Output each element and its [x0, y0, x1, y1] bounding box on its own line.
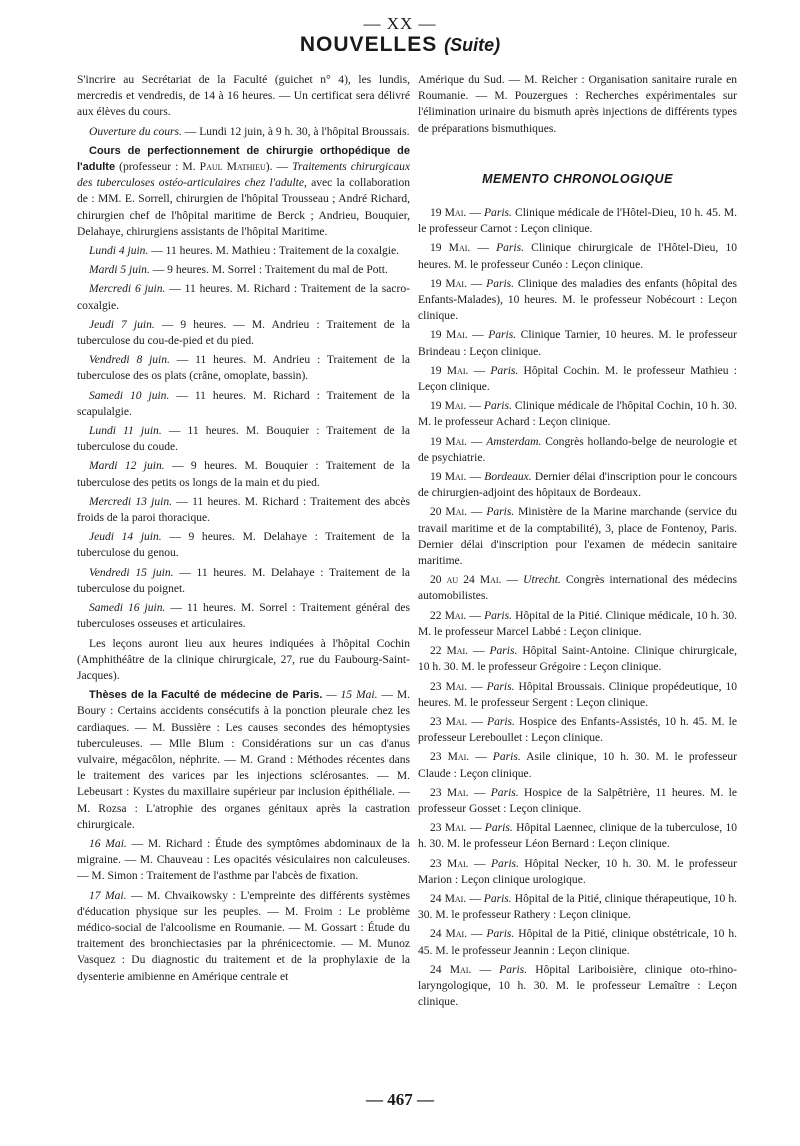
entry-city: Paris. — [489, 645, 518, 658]
theses-date: — 15 Mai. — [322, 689, 378, 702]
session-list — [77, 243, 410, 632]
roman-page-number: — XX — — [363, 14, 437, 33]
entry-city: Paris. — [486, 277, 515, 290]
theses-heading: Thèses de la Faculté de médecine de Paris. — [89, 689, 323, 702]
entry-city: Paris. — [484, 609, 512, 622]
memento-entry — [418, 714, 737, 746]
session-item — [77, 565, 410, 597]
memento-entry — [418, 240, 737, 272]
session-date: Mercredi 13 juin. — [89, 495, 173, 508]
theses-text: — M. Boury : Certains accidents consécutifs à la ponction pleurale chez les cardiaques. — M. Bussière : Les causes secondes des hémoptysies tuberculeuses. — Mlle Blum : Considérations sur un cas d'anus vulvaire, mégacôlon, néphrite. — M. Grand : Méthodes récentes dans le traitement des varices par les injections sclérosantes. — M. Lebeusart : Kystes du maxillaire supérieur par inclusion épithéliale. — M. Rozsa : L'atrophie des organes génitaux après la castration chirurgicale. — [77, 689, 410, 831]
theses-16-text: — M. Richard : Étude des symptômes abdominaux de la migraine. — M. Chauveau : Les opacités vésiculaires non calculeuses. — M. Simon : Traitement de l'asthme par l'abcès de fixation. — [77, 837, 411, 883]
memento-entry — [418, 608, 737, 640]
session-text: — 11 heures. M. Delahaye : Traitement de la tuberculose du poignet. — [77, 566, 410, 595]
professor-name: Paul Mathieu — [199, 161, 266, 174]
entry-text: Ministère de la Marine marchande (service du travail maritime et de la comptabilité), 3, place de Fontenoy, Paris. Dernier délai d'inscription pour l'examen de médecin sanitaire maritime. — [418, 506, 737, 568]
session-text: — 11 heures. M. Richard : Traitement de la sacro-coxalgie. — [77, 283, 410, 312]
entry-text: Asile clinique, 10 h. 30. M. le professeur Claude : Leçon clinique. — [418, 751, 737, 780]
session-text: — 11 heures. M. Richard : Traitement de la scapulalgie. — [77, 389, 410, 418]
memento-entry — [418, 785, 737, 817]
ouverture-text: — Lundi 12 juin, à 9 h. 30, à l'hôpital Broussais. — [181, 125, 410, 138]
entry-date: 19 Mai. — [430, 471, 467, 484]
memento-entry — [418, 469, 737, 501]
entry-date: 19 Mai. — [430, 435, 468, 448]
entry-date: 22 Mai. — [430, 609, 467, 622]
session-item — [77, 458, 410, 490]
cours-heading: Cours de perfectionnement de chirurgie orthopédique de l'adulte — [77, 144, 410, 174]
entry-date: 19 Mai. — [430, 400, 467, 413]
session-date: Vendredi 15 juin. — [89, 566, 174, 579]
entry-city: Paris. — [496, 242, 525, 255]
session-date: Samedi 16 juin. — [89, 602, 166, 615]
session-item — [77, 352, 410, 384]
session-date: Jeudi 7 juin. — [89, 318, 155, 331]
session-date: Mardi 5 juin. — [89, 264, 150, 277]
memento-entry — [418, 820, 737, 852]
entry-text: Hôpital de la Pitié, clinique obstétricale, 10 h. 45. M. le professeur Jeannin : Leçon clinique. — [418, 928, 737, 957]
theses-paragraph — [77, 687, 410, 833]
title-main: NOUVELLES — [299, 33, 438, 56]
session-text: — 11 heures. M. Bouquier : Traitement de la tuberculose du coude. — [77, 425, 410, 454]
session-date: Jeudi 14 juin. — [89, 531, 162, 544]
memento-heading: MEMENTO CHRONOLOGIQUE — [482, 171, 673, 186]
title-suffix: (Suite) — [444, 35, 501, 55]
page-header — [0, 14, 800, 57]
entry-date: 23 Mai. — [430, 822, 467, 835]
entry-city: Utrecht. — [523, 574, 561, 587]
session-item — [77, 423, 410, 455]
entry-date: 19 Mai. — [430, 329, 468, 342]
entry-text: Hôpital de la Pitié. Clinique médicale, 10 h. 30. M. le professeur Marcel Labbé : Leçon clinique. — [418, 609, 737, 638]
ouverture-label: Ouverture du cours. — [89, 125, 182, 138]
session-item — [77, 494, 410, 526]
session-date: Lundi 4 juin. — [89, 245, 149, 258]
memento-entry — [418, 276, 737, 325]
entry-city: Paris. — [490, 786, 519, 799]
session-item — [77, 600, 410, 632]
memento-entry — [418, 434, 737, 466]
entry-city: Amsterdam. — [486, 435, 542, 448]
entry-separator: — — [466, 822, 485, 835]
entry-separator: — — [468, 857, 491, 870]
entry-text: Hôpital Cochin. M. le professeur Mathieu : Leçon clinique. — [418, 364, 738, 394]
entry-separator: — — [467, 506, 487, 519]
session-date: Lundi 11 juin. — [89, 425, 162, 438]
entry-separator: — — [466, 277, 487, 290]
entry-city: Paris. — [486, 680, 515, 693]
entry-separator: — — [466, 207, 484, 220]
entry-city: Paris. — [487, 715, 515, 728]
entry-text: Clinique des maladies des enfants (hôpital des Enfants-Malades), 10 heures. M. le professeur Nobécourt : Leçon clinique. — [418, 277, 737, 323]
cours-subject: Traitements chirurgicaux des tuberculoses ostéo-articulaires chez l'adulte — [77, 161, 410, 190]
entry-text: Hôpital de la Pitié, clinique thérapeutique, 10 h. 30. M. le professeur Rathery : Leçon clinique. — [418, 892, 737, 922]
theses-17-date: 17 Mai. — [89, 889, 127, 902]
entry-city: Paris. — [483, 892, 512, 905]
entry-text: Dernier délai d'inscription pour le concours de chirurgien-adjoint des hôpitaux de Bordeaux. — [418, 471, 737, 500]
entry-date: 23 Mai. — [430, 857, 469, 870]
session-item — [77, 243, 410, 259]
page-number: — 467 — — [366, 1090, 434, 1109]
entry-text: Hospice des Enfants-Assistés, 10 h. 45. M. le professeur Lereboullet : Leçon clinique. — [418, 715, 737, 745]
session-item — [77, 388, 410, 420]
entry-city: Paris. — [483, 400, 512, 413]
memento-entry — [418, 962, 737, 1011]
theses-16-mai — [77, 836, 410, 885]
session-text: — 9 heures. M. Sorrel : Traitement du mal de Pott. — [149, 264, 388, 277]
memento-entry — [418, 749, 737, 781]
entry-date: 20 au 24 Mai. — [430, 574, 502, 587]
entry-separator: — — [467, 680, 487, 693]
session-item — [77, 317, 410, 349]
memento-list — [418, 205, 737, 1010]
entry-date: 23 Mai. — [430, 751, 470, 764]
entry-date: 20 Mai. — [430, 506, 468, 519]
cours-paragraph — [77, 143, 410, 240]
cours-text-b: ). — — [265, 161, 293, 174]
session-text: — 11 heures. M. Richard : Traitement des abcès froids de la paroi thoracique. — [77, 495, 410, 525]
session-text: — 9 heures. M. Bouquier : Traitement de la tuberculose des petits os longs de la main et du pied. — [77, 460, 410, 489]
session-item — [77, 262, 410, 278]
memento-entry — [418, 572, 737, 604]
session-item — [77, 529, 410, 561]
session-text: — 11 heures. M. Andrieu : Traitement de la tuberculose des os plats (crâne, omoplate, bassin). — [77, 354, 410, 383]
entry-text: Hôpital Necker, 10 h. 30. M. le professeur Marion : Leçon clinique urologique. — [418, 857, 737, 886]
entry-text: Hôpital Lariboisière, clinique oto-rhino-laryngologique, 10 h. 30. M. le professeur Lemaître : Leçon clinique. — [418, 963, 737, 1009]
entry-separator: — — [501, 574, 524, 587]
theses-17-mai — [77, 888, 410, 985]
entry-city: Paris. — [484, 207, 512, 220]
entry-separator: — — [469, 751, 493, 764]
memento-entry — [418, 891, 737, 923]
entry-date: 23 Mai. — [430, 715, 468, 728]
entry-city: Paris. — [492, 751, 521, 764]
session-text: — 9 heures. M. Delahaye : Traitement de la tuberculose du genou. — [77, 531, 410, 560]
theses-16-date: 16 Mai. — [89, 837, 127, 850]
entry-text: Clinique médicale de l'Hôtel-Dieu, 10 h. 45. M. le professeur Carnot : Leçon clinique. — [418, 207, 737, 236]
entry-date: 19 Mai. — [430, 364, 469, 377]
session-date: Mercredi 6 juin. — [89, 283, 166, 296]
entry-text: Hôpital Laennec, clinique de la tuberculose, 10 h. 30. M. le professeur Léon Bernard : Leçon clinique. — [418, 822, 737, 851]
entry-city: Bordeaux. — [484, 471, 532, 484]
entry-separator: — — [467, 715, 488, 728]
entry-date: 24 Mai. — [430, 928, 468, 941]
entry-text: Clinique Tarnier, 10 heures. M. le professeur Brindeau : Leçon clinique. — [418, 329, 737, 358]
memento-entry — [418, 926, 737, 958]
left-column — [77, 72, 410, 988]
inscription-paragraph: S'incrire au Secrétariat de la Faculté (guichet n° 4), les lundis, mercredis et vendredis, de 14 à 16 heures. — Un certificat sera délivré aux élèves du cours. — [77, 74, 410, 119]
memento-entry — [418, 856, 737, 888]
memento-entry — [418, 363, 737, 395]
entry-city: Paris. — [490, 364, 519, 377]
page-title — [0, 33, 800, 57]
entry-city: Paris. — [486, 928, 515, 941]
entry-city: Paris. — [486, 506, 515, 519]
continuation-paragraph: Amérique du Sud. — M. Reicher : Organisation sanitaire rurale en Roumanie. — M. Pouzergues : Recherches expérimentales sur l'élimination urinaire du bismuth après injections de différents types de préparations bismuthiques. — [418, 74, 737, 135]
entry-separator: — — [467, 435, 487, 448]
entry-date: 19 Mai. — [430, 277, 467, 290]
session-date: Mardi 12 juin. — [89, 460, 165, 473]
theses-17-text: — M. Chvaikowsky : L'empreinte des différents systèmes d'éducation physique sur les peuples. — M. Froim : Le problème médico-social de l'alcoolisme en Roumanie. — M. Gossart : Étude du traitement des bronchiectasies par la phrénicectomie. — M. Munoz Vasquez : Du diagnostic du traitement et de la prophylaxie de la dysenterie amibienne en Amérique centrale et — [77, 889, 410, 983]
entry-date: 24 Mai. — [430, 963, 472, 976]
memento-entry — [418, 205, 737, 237]
entry-separator: — — [468, 364, 491, 377]
entry-city: Paris. — [484, 822, 513, 835]
session-text: — 11 heures. M. Sorrel : Traitement général des tuberculoses osseuses et articulaires. — [77, 602, 411, 631]
memento-entry — [418, 679, 737, 711]
entry-separator: — — [466, 471, 485, 484]
entry-separator: — — [468, 645, 490, 658]
lieu-paragraph: Les leçons auront lieu aux heures indiquées à l'hôpital Cochin (Amphithéâtre de la clinique chirurgicale, 27, rue du Faubourg-Saint-Jacques). — [77, 637, 410, 682]
entry-text: Hôpital Saint-Antoine. Clinique chirurgicale, 10 h. 30. M. le professeur Grégoire : Leçon clinique. — [418, 645, 738, 674]
session-date: Vendredi 8 juin. — [89, 354, 170, 367]
ouverture-paragraph — [77, 124, 410, 140]
entry-separator: — — [466, 400, 484, 413]
session-text: — 11 heures. M. Mathieu : Traitement de la coxalgie. — [148, 245, 400, 258]
entry-city: Paris. — [488, 329, 517, 342]
cours-text-a: (professeur : M. — [115, 161, 200, 174]
entry-separator: — — [467, 928, 487, 941]
entry-text: Clinique médicale de l'hôpital Cochin, 10 h. 30. M. le professeur Achard : Leçon clinique. — [418, 400, 737, 429]
entry-text: Congrès international des médecins automobilistes. — [418, 574, 737, 603]
memento-entry — [418, 643, 737, 675]
entry-separator: — — [471, 963, 500, 976]
entry-separator: — — [468, 786, 491, 799]
session-text: — 9 heures. — M. Andrieu : Traitement de la tuberculose du cou-de-pied et du pied. — [77, 318, 411, 348]
entry-separator: — — [470, 242, 497, 255]
entry-separator: — — [466, 892, 484, 905]
memento-entry — [418, 504, 737, 569]
entry-date: 23 Mai. — [430, 680, 468, 693]
entry-date: 23 Mai. — [430, 786, 469, 799]
entry-date: 19 Mai. — [430, 207, 467, 220]
entry-text: Clinique chirurgicale de l'Hôtel-Dieu, 10 heures. M. le professeur Cunéo : Leçon clinique. — [418, 242, 737, 271]
entry-city: Paris. — [491, 857, 519, 870]
cours-text-c: , avec la collaboration de : MM. E. Sorrell, chirurgien de l'hôpital Trousseau ; André Richard, chirurgien chef de l'hôpital maritime de Berck ; Andrieu, Bouquier, Delahaye, chirurgiens assistants de l'hôpital Maritime. — [77, 177, 410, 238]
session-date: Samedi 10 juin. — [89, 389, 170, 402]
entry-separator: — — [466, 609, 485, 622]
entry-date: 22 Mai. — [430, 645, 469, 658]
session-item — [77, 281, 410, 313]
entry-date: 19 Mai. — [430, 242, 471, 255]
entry-city: Paris. — [499, 963, 528, 976]
entry-separator: — — [467, 329, 489, 342]
entry-date: 24 Mai. — [430, 892, 467, 905]
entry-text: Congrès hollando-belge de neurologie et de psychiatrie. — [418, 435, 737, 464]
memento-entry — [418, 327, 737, 359]
right-column — [418, 72, 737, 1013]
entry-text: Hospice de la Salpêtrière, 11 heures. M. le professeur Gosset : Leçon clinique. — [418, 786, 738, 815]
entry-text: Hôpital Broussais. Clinique propédeutique, 10 heures. M. le professeur Sergent : Leçon clinique. — [418, 680, 737, 709]
memento-entry — [418, 398, 737, 430]
